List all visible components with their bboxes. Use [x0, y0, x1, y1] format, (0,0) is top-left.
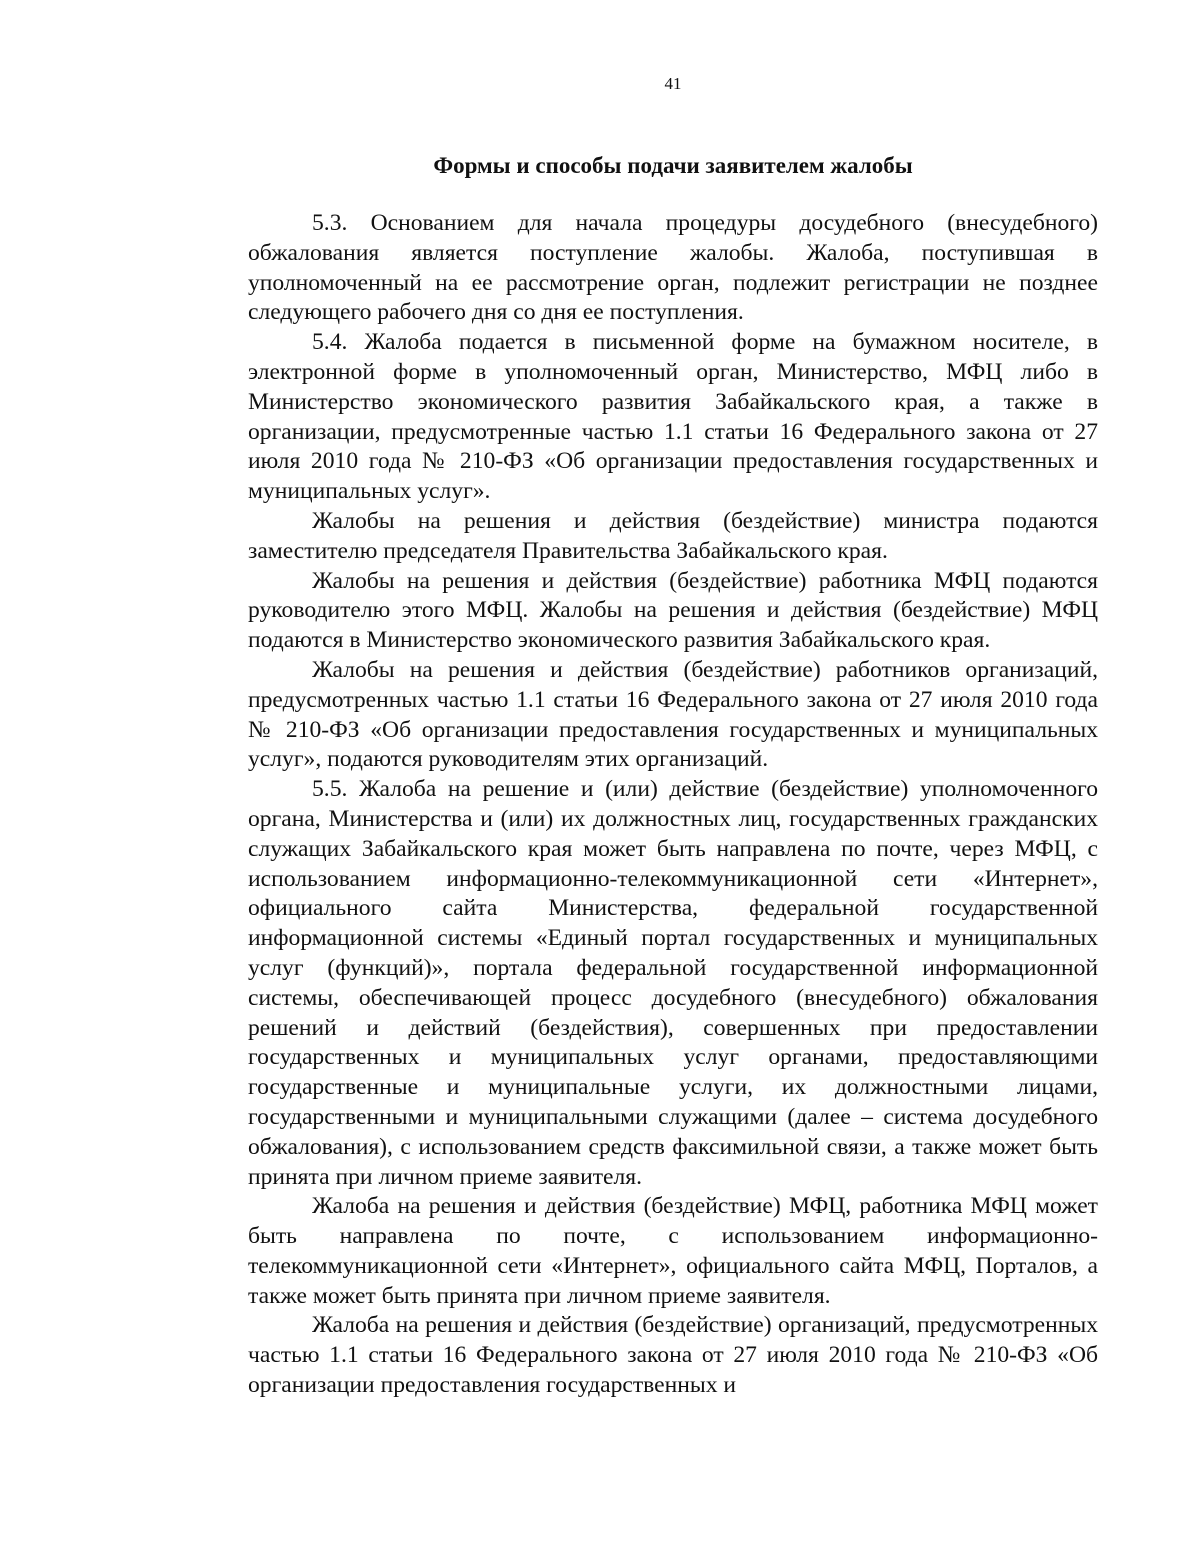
paragraph-5-4: 5.4. Жалоба подается в письменной форме на бумажном носителе, в электронной форме в уполномоченный орган, Министерство, МФЦ либо в Министерство экономического развития Забайкальского края, а также в организации, предусмотренные частью 1.1 статьи 16 Федерального закона от 27 июля 2010 года № 210-ФЗ «Об организации предоставления государственных и муниципальных услуг».: [248, 329, 1098, 505]
paragraph-organization-complaints: Жалобы на решения и действия (бездействие) работников организаций, предусмотренных частью 1.1 статьи 16 Федерального закона от 27 июля 2010 года № 210-ФЗ «Об организации предоставления государственных и муниципальных услуг», подаются руководителям этих организаций.: [248, 656, 1098, 773]
paragraph-mfc-complaints: Жалобы на решения и действия (бездействие) работника МФЦ подаются руководителю этого МФЦ. Жалобы на решения и действия (бездействие) МФЦ подаются в Министерство экономического развития Забайкальского края.: [248, 567, 1098, 654]
paragraph-organization-channels: Жалоба на решения и действия (бездействие) организаций, предусмотренных частью 1.1 статьи 16 Федерального закона от 27 июля 2010 года № 210-ФЗ «Об организации предоставления государственных и: [248, 1312, 1098, 1399]
section-heading: Формы и способы подачи заявителем жалобы: [433, 153, 913, 178]
paragraph-5-5: 5.5. Жалоба на решение и (или) действие (бездействие) уполномоченного органа, Министерства и (или) их должностных лиц, государственных гражданских служащих Забайкальского края может быть направлена по почте, через МФЦ, с использованием информационно-телекоммуникационной сети «Интернет», официального сайта Министерства, федеральной государственной информационной системы «Единый портал государственных и муниципальных услуг (функций)», портала федеральной государственной информационной системы, обеспечивающей процесс досудебного (внесудебного) обжалования решений и действий (бездействия), совершенных при предоставлении государственных и муниципальных услуг органами, предоставляющими государственные и муниципальные услуги, их должностными лицами, государственными и муниципальными служащими (далее – система досудебного обжалования), с использованием средств факсимильной связи, а также может быть принята при личном приеме заявителя.: [248, 776, 1098, 1190]
body-text: [248, 209, 1098, 1401]
paragraph-mfc-channels: Жалоба на решения и действия (бездействие) МФЦ, работника МФЦ может быть направлена по почте, с использованием информационно-телекоммуникационной сети «Интернет», официального сайта МФЦ, Порталов, а также может быть принята при личном приеме заявителя.: [248, 1193, 1098, 1309]
paragraph-5-3: 5.3. Основанием для начала процедуры досудебного (внесудебного) обжалования является поступление жалобы. Жалоба, поступившая в уполномоченный на ее рассмотрение орган, подлежит регистрации не позднее следующего рабочего дня со дня ее поступления.: [248, 210, 1098, 326]
paragraph-minister-complaints: Жалобы на решения и действия (бездействие) министра подаются заместителю председателя Правительства Забайкальского края.: [248, 507, 1098, 564]
page-number: 41: [664, 74, 682, 93]
